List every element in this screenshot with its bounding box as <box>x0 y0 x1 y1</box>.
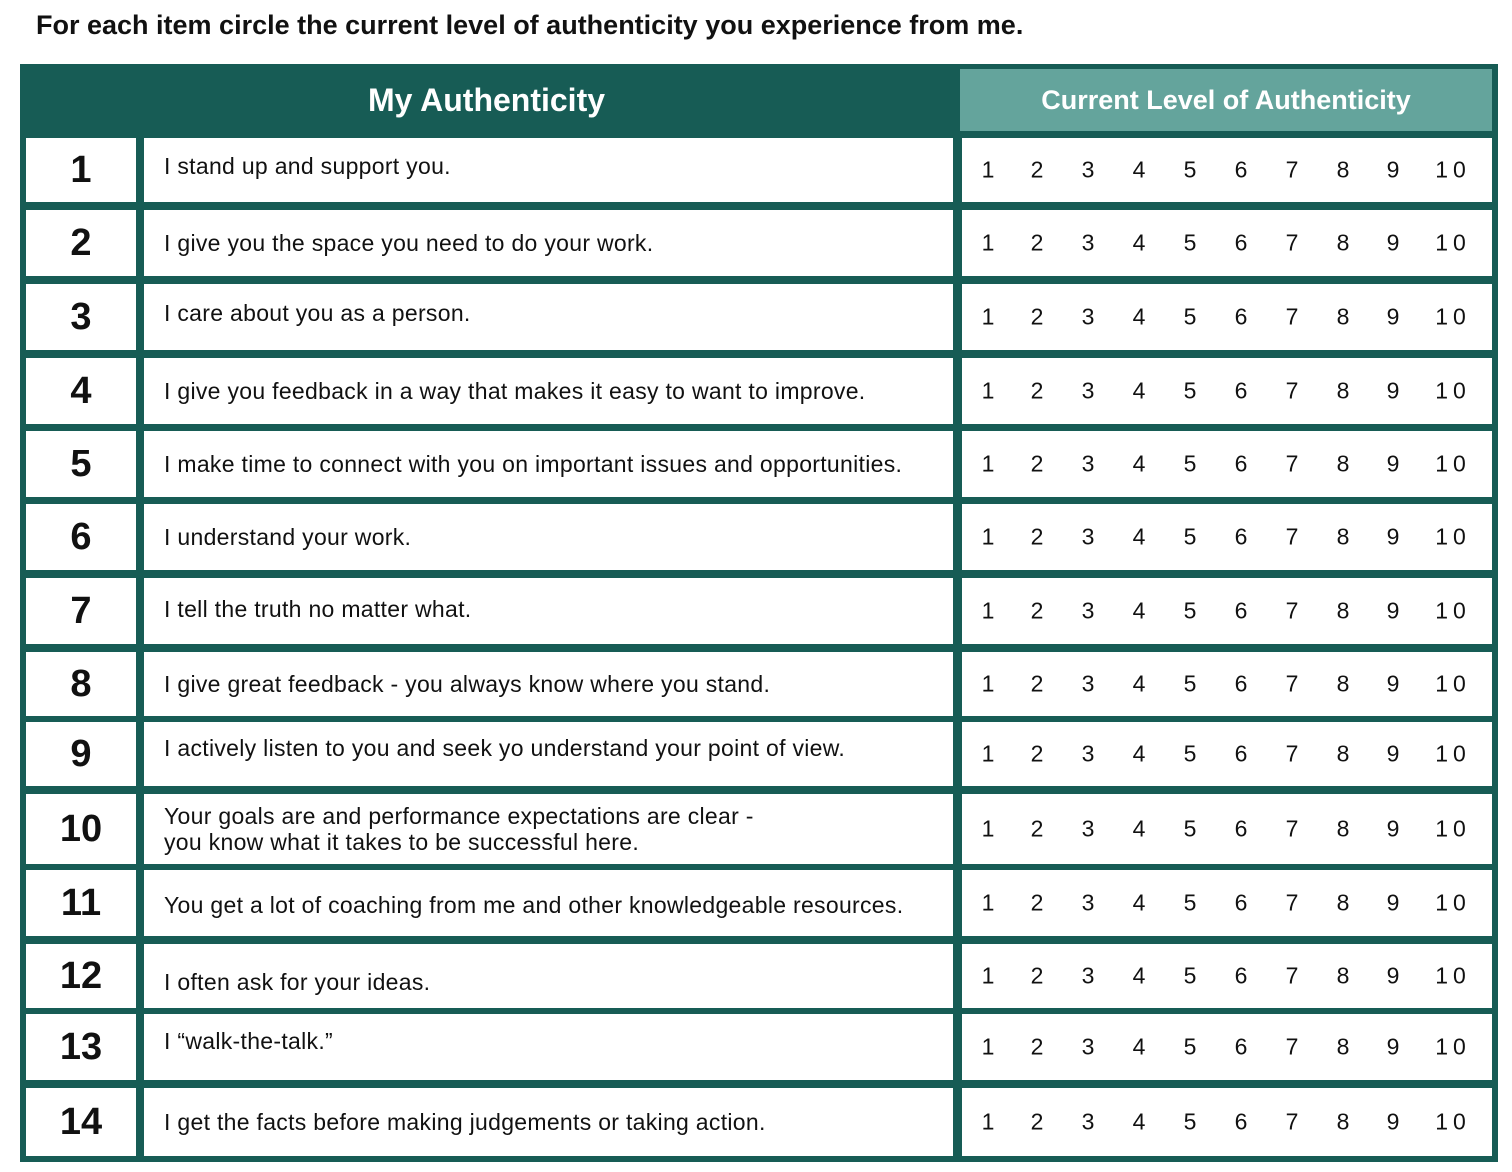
item-statement-cell <box>144 504 953 570</box>
rating-option-6[interactable]: 6 <box>1234 303 1248 330</box>
rating-scale <box>962 722 1492 786</box>
survey-row <box>20 870 1498 936</box>
item-statement-cell <box>144 1088 953 1156</box>
survey-row <box>20 578 1498 644</box>
rating-option-2[interactable]: 2 <box>1030 156 1044 183</box>
rating-option-4[interactable]: 4 <box>1132 962 1146 989</box>
item-number: 13 <box>26 1014 136 1080</box>
rating-option-10[interactable]: 10 <box>1435 377 1471 404</box>
rating-option-2[interactable]: 2 <box>1030 1033 1044 1060</box>
rating-option-3[interactable]: 3 <box>1081 523 1095 550</box>
rating-option-9[interactable]: 9 <box>1386 229 1400 256</box>
rating-option-3[interactable]: 3 <box>1081 670 1095 697</box>
rating-option-1[interactable]: 1 <box>981 1033 995 1060</box>
rating-option-10[interactable]: 10 <box>1435 523 1471 550</box>
rating-option-2[interactable]: 2 <box>1030 815 1044 842</box>
authenticity-survey-table <box>20 64 1498 1162</box>
rating-option-7[interactable]: 7 <box>1285 377 1299 404</box>
rating-option-5[interactable]: 5 <box>1183 229 1197 256</box>
rating-option-10[interactable]: 10 <box>1435 450 1471 477</box>
item-statement-cell <box>144 794 953 864</box>
rating-option-9[interactable]: 9 <box>1386 377 1400 404</box>
rating-option-9[interactable]: 9 <box>1386 962 1400 989</box>
item-statement-cell <box>144 652 953 716</box>
rating-option-10[interactable]: 10 <box>1435 670 1471 697</box>
rating-option-3[interactable]: 3 <box>1081 740 1095 767</box>
rating-option-10[interactable]: 10 <box>1435 962 1471 989</box>
rating-option-7[interactable]: 7 <box>1285 523 1299 550</box>
rating-option-9[interactable]: 9 <box>1386 1033 1400 1060</box>
rating-option-2[interactable]: 2 <box>1030 597 1044 624</box>
item-statement-cell <box>144 358 953 424</box>
item-statement: Your goals are and performance expectations are clear - you know what it takes to be successful here. <box>164 803 754 855</box>
rating-option-5[interactable]: 5 <box>1183 889 1197 916</box>
rating-option-2[interactable]: 2 <box>1030 670 1044 697</box>
rating-option-9[interactable]: 9 <box>1386 156 1400 183</box>
header-my-authenticity: My Authenticity <box>367 82 606 118</box>
item-statement: I get the facts before making judgements or taking action. <box>164 1109 766 1135</box>
rating-option-6[interactable]: 6 <box>1234 450 1248 477</box>
rating-option-6[interactable]: 6 <box>1234 740 1248 767</box>
item-statement-cell <box>144 578 953 644</box>
rating-option-1[interactable]: 1 <box>981 889 995 916</box>
rating-option-2[interactable]: 2 <box>1030 1108 1044 1135</box>
rating-option-5[interactable]: 5 <box>1183 962 1197 989</box>
item-number: 3 <box>26 284 136 350</box>
rating-option-5[interactable]: 5 <box>1183 156 1197 183</box>
rating-scale <box>962 1014 1492 1080</box>
rating-option-6[interactable]: 6 <box>1234 1033 1248 1060</box>
rating-option-10[interactable]: 10 <box>1435 815 1471 842</box>
item-number: 9 <box>26 722 136 786</box>
rating-option-5[interactable]: 5 <box>1183 523 1197 550</box>
rating-scale <box>962 794 1492 864</box>
survey-row <box>20 284 1498 350</box>
rating-option-4[interactable]: 4 <box>1132 597 1146 624</box>
rating-option-8[interactable]: 8 <box>1336 377 1350 404</box>
rating-scale <box>962 1088 1492 1156</box>
rating-option-4[interactable]: 4 <box>1132 740 1146 767</box>
rating-option-6[interactable]: 6 <box>1234 962 1248 989</box>
rating-option-7[interactable]: 7 <box>1285 1108 1299 1135</box>
rating-option-9[interactable]: 9 <box>1386 450 1400 477</box>
item-statement: I “walk-the-talk.” <box>164 1028 333 1054</box>
rating-option-10[interactable]: 10 <box>1435 1033 1471 1060</box>
rating-option-8[interactable]: 8 <box>1336 1033 1350 1060</box>
rating-scale <box>962 210 1492 276</box>
rating-option-3[interactable]: 3 <box>1081 303 1095 330</box>
rating-option-1[interactable]: 1 <box>981 450 995 477</box>
rating-option-5[interactable]: 5 <box>1183 740 1197 767</box>
rating-option-2[interactable]: 2 <box>1030 523 1044 550</box>
rating-option-3[interactable]: 3 <box>1081 377 1095 404</box>
item-statement: I stand up and support you. <box>164 153 451 179</box>
rating-option-7[interactable]: 7 <box>1285 1033 1299 1060</box>
item-statement: I give you feedback in a way that makes it easy to want to improve. <box>164 378 866 404</box>
rating-option-10[interactable]: 10 <box>1435 740 1471 767</box>
rating-option-7[interactable]: 7 <box>1285 740 1299 767</box>
rating-option-6[interactable]: 6 <box>1234 523 1248 550</box>
rating-option-9[interactable]: 9 <box>1386 303 1400 330</box>
rating-option-7[interactable]: 7 <box>1285 229 1299 256</box>
rating-option-4[interactable]: 4 <box>1132 303 1146 330</box>
rating-option-7[interactable]: 7 <box>1285 815 1299 842</box>
item-number: 6 <box>26 504 136 570</box>
rating-option-8[interactable]: 8 <box>1336 303 1350 330</box>
rating-option-10[interactable]: 10 <box>1435 156 1471 183</box>
survey-row <box>20 944 1498 1008</box>
rating-option-5[interactable]: 5 <box>1183 1033 1197 1060</box>
rating-option-10[interactable]: 10 <box>1435 889 1471 916</box>
rating-option-9[interactable]: 9 <box>1386 815 1400 842</box>
rating-option-7[interactable]: 7 <box>1285 670 1299 697</box>
rating-option-3[interactable]: 3 <box>1081 597 1095 624</box>
rating-option-9[interactable]: 9 <box>1386 1108 1400 1135</box>
rating-option-10[interactable]: 10 <box>1435 597 1471 624</box>
rating-option-8[interactable]: 8 <box>1336 962 1350 989</box>
rating-option-7[interactable]: 7 <box>1285 962 1299 989</box>
survey-row <box>20 210 1498 276</box>
rating-option-1[interactable]: 1 <box>981 229 995 256</box>
item-statement: I actively listen to you and seek yo understand your point of view. <box>164 735 846 761</box>
rating-option-6[interactable]: 6 <box>1234 377 1248 404</box>
survey-row <box>20 504 1498 570</box>
rating-option-10[interactable]: 10 <box>1435 229 1471 256</box>
item-number: 14 <box>26 1088 136 1156</box>
rating-option-1[interactable]: 1 <box>981 1108 995 1135</box>
rating-option-6[interactable]: 6 <box>1234 156 1248 183</box>
rating-option-1[interactable]: 1 <box>981 962 995 989</box>
rating-option-10[interactable]: 10 <box>1435 1108 1471 1135</box>
rating-option-6[interactable]: 6 <box>1234 1108 1248 1135</box>
rating-option-4[interactable]: 4 <box>1132 1033 1146 1060</box>
rating-option-5[interactable]: 5 <box>1183 597 1197 624</box>
rating-option-8[interactable]: 8 <box>1336 450 1350 477</box>
rating-option-8[interactable]: 8 <box>1336 523 1350 550</box>
rating-option-3[interactable]: 3 <box>1081 156 1095 183</box>
rating-option-6[interactable]: 6 <box>1234 597 1248 624</box>
item-statement-cell <box>144 722 953 786</box>
rating-scale <box>962 138 1492 202</box>
rating-option-5[interactable]: 5 <box>1183 815 1197 842</box>
item-statement-cell <box>144 138 953 202</box>
rating-option-2[interactable]: 2 <box>1030 962 1044 989</box>
rating-option-9[interactable]: 9 <box>1386 597 1400 624</box>
rating-option-4[interactable]: 4 <box>1132 815 1146 842</box>
item-statement: You get a lot of coaching from me and other knowledgeable resources. <box>164 892 904 918</box>
rating-option-1[interactable]: 1 <box>981 597 995 624</box>
rating-option-3[interactable]: 3 <box>1081 962 1095 989</box>
rating-option-10[interactable]: 10 <box>1435 303 1471 330</box>
item-statement: I give you the space you need to do your work. <box>164 230 654 256</box>
rating-option-5[interactable]: 5 <box>1183 670 1197 697</box>
item-statement: I tell the truth no matter what. <box>164 596 472 622</box>
item-number: 1 <box>26 138 136 202</box>
rating-option-3[interactable]: 3 <box>1081 889 1095 916</box>
item-number: 4 <box>26 358 136 424</box>
rating-option-1[interactable]: 1 <box>981 377 995 404</box>
item-number: 7 <box>26 578 136 644</box>
instruction-heading: For each item circle the current level of authenticity you experience from me. <box>36 10 1024 40</box>
rating-scale <box>962 284 1492 350</box>
rating-option-4[interactable]: 4 <box>1132 889 1146 916</box>
rating-option-1[interactable]: 1 <box>981 815 995 842</box>
rating-option-8[interactable]: 8 <box>1336 740 1350 767</box>
survey-row <box>20 794 1498 864</box>
rating-option-6[interactable]: 6 <box>1234 889 1248 916</box>
survey-row <box>20 138 1498 202</box>
item-statement: I care about you as a person. <box>164 300 471 326</box>
survey-row <box>20 1088 1498 1156</box>
rating-option-2[interactable]: 2 <box>1030 450 1044 477</box>
rating-scale <box>962 578 1492 644</box>
rating-option-7[interactable]: 7 <box>1285 889 1299 916</box>
item-number: 2 <box>26 210 136 276</box>
item-statement: I give great feedback - you always know where you stand. <box>164 671 771 697</box>
rating-option-1[interactable]: 1 <box>981 523 995 550</box>
rating-option-3[interactable]: 3 <box>1081 815 1095 842</box>
rating-option-2[interactable]: 2 <box>1030 303 1044 330</box>
rating-option-4[interactable]: 4 <box>1132 156 1146 183</box>
item-statement-cell <box>144 1014 953 1080</box>
header-current-level: Current Level of Authenticity <box>960 69 1492 131</box>
rating-option-2[interactable]: 2 <box>1030 377 1044 404</box>
item-statement: I often ask for your ideas. <box>164 969 431 995</box>
item-number: 10 <box>26 794 136 864</box>
rating-option-1[interactable]: 1 <box>981 740 995 767</box>
rating-option-8[interactable]: 8 <box>1336 597 1350 624</box>
rating-option-8[interactable]: 8 <box>1336 1108 1350 1135</box>
rating-option-5[interactable]: 5 <box>1183 377 1197 404</box>
rating-option-1[interactable]: 1 <box>981 156 995 183</box>
rating-option-8[interactable]: 8 <box>1336 815 1350 842</box>
item-number: 11 <box>26 870 136 936</box>
rating-option-1[interactable]: 1 <box>981 670 995 697</box>
item-number: 8 <box>26 652 136 716</box>
rating-option-7[interactable]: 7 <box>1285 597 1299 624</box>
rating-option-7[interactable]: 7 <box>1285 303 1299 330</box>
rating-option-5[interactable]: 5 <box>1183 303 1197 330</box>
rating-option-9[interactable]: 9 <box>1386 889 1400 916</box>
item-statement-cell <box>144 210 953 276</box>
rating-option-6[interactable]: 6 <box>1234 229 1248 256</box>
rating-scale <box>962 431 1492 497</box>
item-statement: I make time to connect with you on important issues and opportunities. <box>164 451 903 477</box>
rating-option-4[interactable]: 4 <box>1132 450 1146 477</box>
rating-scale <box>962 652 1492 716</box>
rating-option-7[interactable]: 7 <box>1285 156 1299 183</box>
rating-option-5[interactable]: 5 <box>1183 450 1197 477</box>
rating-scale <box>962 870 1492 936</box>
rating-option-8[interactable]: 8 <box>1336 229 1350 256</box>
rating-option-5[interactable]: 5 <box>1183 1108 1197 1135</box>
rating-option-4[interactable]: 4 <box>1132 229 1146 256</box>
rating-option-8[interactable]: 8 <box>1336 156 1350 183</box>
item-number: 12 <box>26 944 136 1008</box>
rating-option-9[interactable]: 9 <box>1386 670 1400 697</box>
rating-option-4[interactable]: 4 <box>1132 523 1146 550</box>
item-number: 5 <box>26 431 136 497</box>
rating-option-9[interactable]: 9 <box>1386 523 1400 550</box>
item-statement-cell <box>144 431 953 497</box>
rating-option-4[interactable]: 4 <box>1132 670 1146 697</box>
rating-option-2[interactable]: 2 <box>1030 229 1044 256</box>
rating-option-2[interactable]: 2 <box>1030 740 1044 767</box>
rating-scale <box>962 358 1492 424</box>
rating-option-2[interactable]: 2 <box>1030 889 1044 916</box>
survey-row <box>20 722 1498 786</box>
rating-option-7[interactable]: 7 <box>1285 450 1299 477</box>
survey-row <box>20 358 1498 424</box>
rating-scale <box>962 504 1492 570</box>
item-statement: I understand your work. <box>164 524 412 550</box>
survey-row <box>20 652 1498 716</box>
rating-option-6[interactable]: 6 <box>1234 670 1248 697</box>
rating-option-4[interactable]: 4 <box>1132 377 1146 404</box>
rating-scale <box>962 944 1492 1008</box>
rating-option-3[interactable]: 3 <box>1081 1108 1095 1135</box>
item-statement-cell <box>144 870 953 936</box>
rating-option-8[interactable]: 8 <box>1336 670 1350 697</box>
item-statement-cell <box>144 944 953 1008</box>
rating-option-3[interactable]: 3 <box>1081 229 1095 256</box>
survey-row <box>20 1014 1498 1080</box>
rating-option-3[interactable]: 3 <box>1081 450 1095 477</box>
rating-option-9[interactable]: 9 <box>1386 740 1400 767</box>
rating-option-6[interactable]: 6 <box>1234 815 1248 842</box>
rating-option-3[interactable]: 3 <box>1081 1033 1095 1060</box>
rating-option-1[interactable]: 1 <box>981 303 995 330</box>
rating-option-4[interactable]: 4 <box>1132 1108 1146 1135</box>
survey-row <box>20 431 1498 497</box>
rating-option-8[interactable]: 8 <box>1336 889 1350 916</box>
item-statement-cell <box>144 284 953 350</box>
